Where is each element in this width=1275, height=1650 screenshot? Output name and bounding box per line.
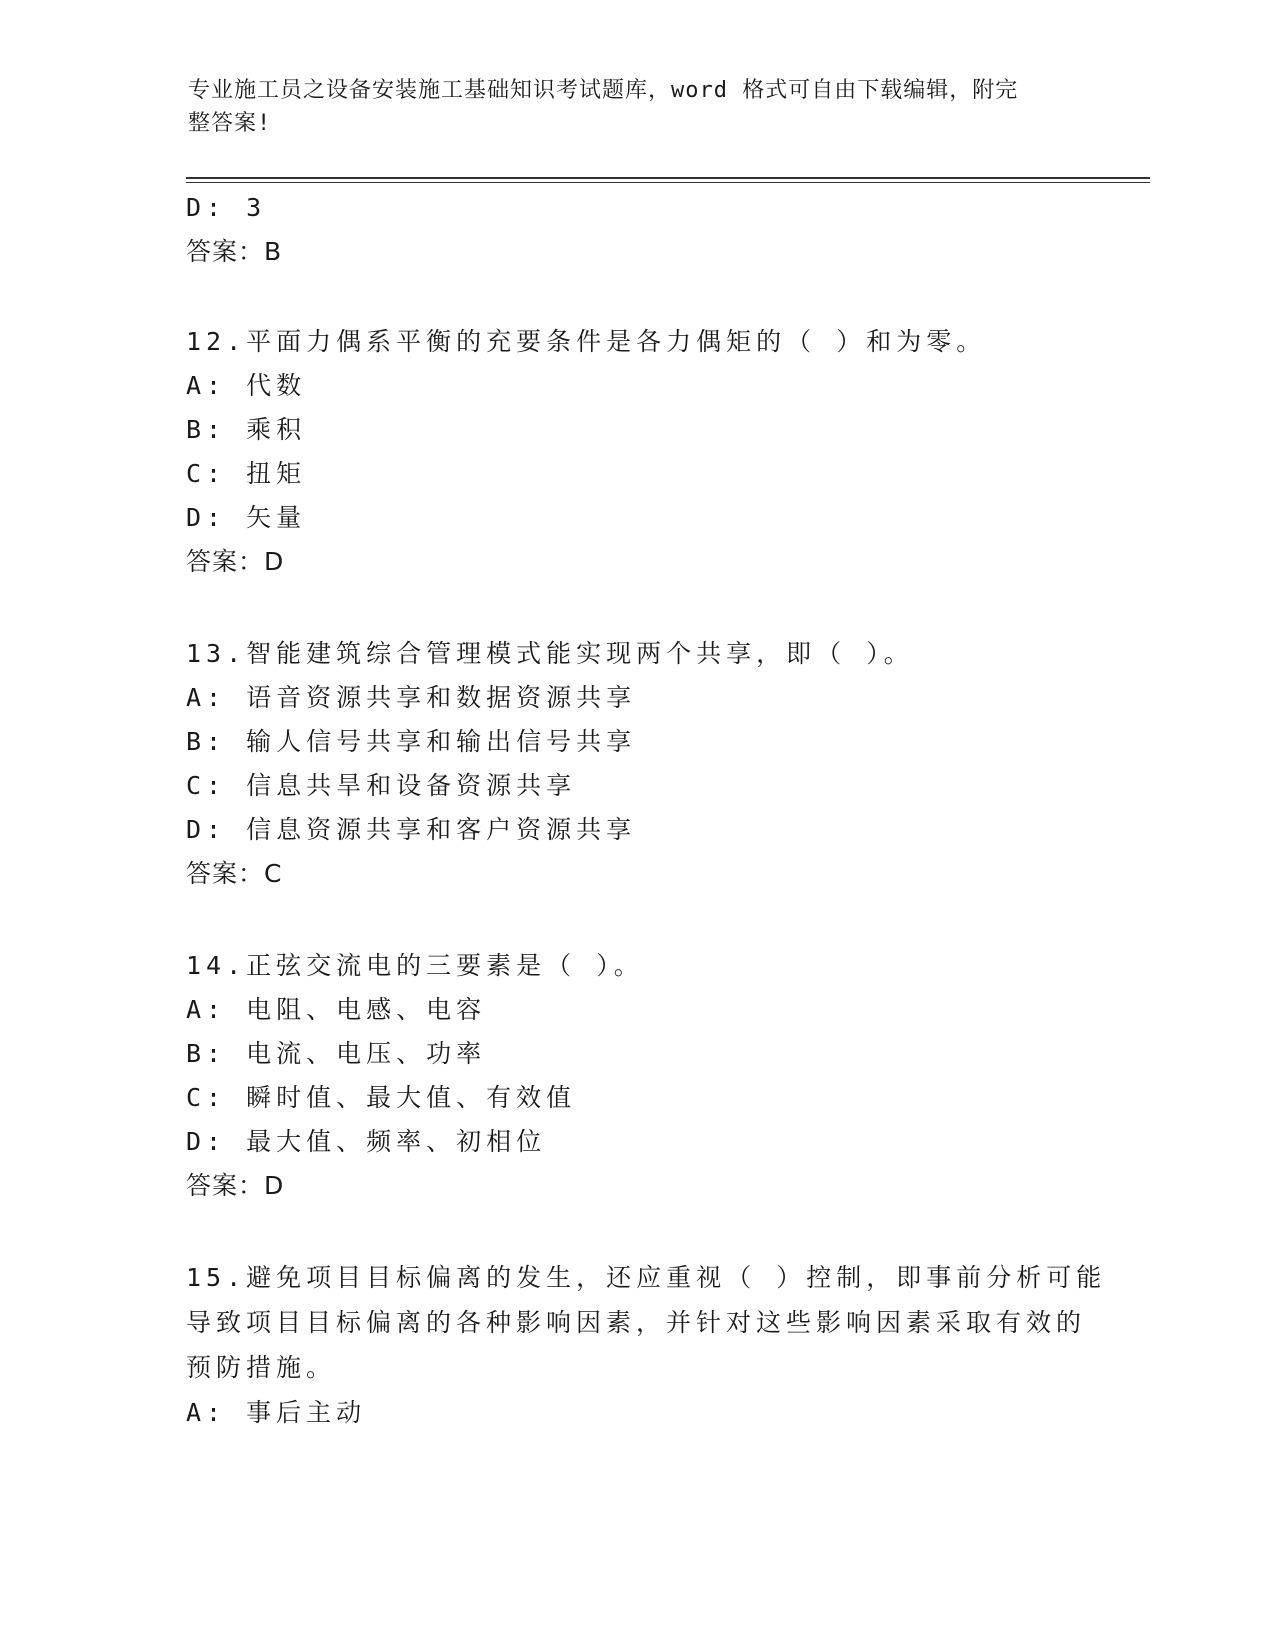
- q15-option-a: A: 事后主动: [186, 1398, 367, 1427]
- header-title-line-1: 专业施工员之设备安装施工基础知识考试题库，word 格式可自由下载编辑，附完: [188, 78, 1019, 103]
- q12-option-a: A: 代数: [186, 371, 307, 400]
- header-rule-thick: [186, 177, 1150, 179]
- q12-option-d: D: 矢量: [186, 503, 307, 532]
- q12-answer: 答案：D: [186, 547, 285, 576]
- q14-answer: 答案：D: [186, 1171, 285, 1200]
- page-header: [188, 74, 1068, 140]
- q12-option-c: C: 扭矩: [186, 459, 307, 488]
- q14-option-b: B: 电流、电压、功率: [186, 1039, 487, 1068]
- q13-option-c: C: 信息共旱和设备资源共享: [186, 771, 577, 800]
- q13-option-d: D: 信息资源共享和客户资源共享: [186, 815, 637, 844]
- header-rule-thin: [186, 182, 1150, 183]
- q15-question-line-1: 15.避免项目目标偏离的发生，还应重视（ ）控制，即事前分析可能: [186, 1263, 1107, 1292]
- q13-option-a: A: 语音资源共享和数据资源共享: [186, 683, 637, 712]
- q12-option-b: B: 乘积: [186, 415, 307, 444]
- q13-answer: 答案：C: [186, 859, 283, 888]
- q14-option-c: C: 瞬时值、最大值、有效值: [186, 1083, 577, 1112]
- q11-option-d: D: 3: [186, 193, 267, 222]
- q15-question-line-3: 预防措施。: [186, 1353, 337, 1382]
- q14-option-d: D: 最大值、频率、初相位: [186, 1127, 547, 1156]
- q13-question: 13.智能建筑综合管理模式能实现两个共享，即（ ）。: [186, 639, 914, 668]
- q14-option-a: A: 电阻、电感、电容: [186, 995, 487, 1024]
- q11-answer: 答案：B: [186, 237, 283, 266]
- q15-question-line-2: 导致项目目标偏离的各种影响因素，并针对这些影响因素采取有效的: [186, 1308, 1087, 1337]
- header-title-line-2: 整答案!: [188, 111, 272, 136]
- q14-question: 14.正弦交流电的三要素是（ ）。: [186, 951, 644, 980]
- q12-question: 12.平面力偶系平衡的充要条件是各力偶矩的（ ）和为零。: [186, 327, 987, 356]
- q13-option-b: B: 输人信号共享和输出信号共享: [186, 727, 637, 756]
